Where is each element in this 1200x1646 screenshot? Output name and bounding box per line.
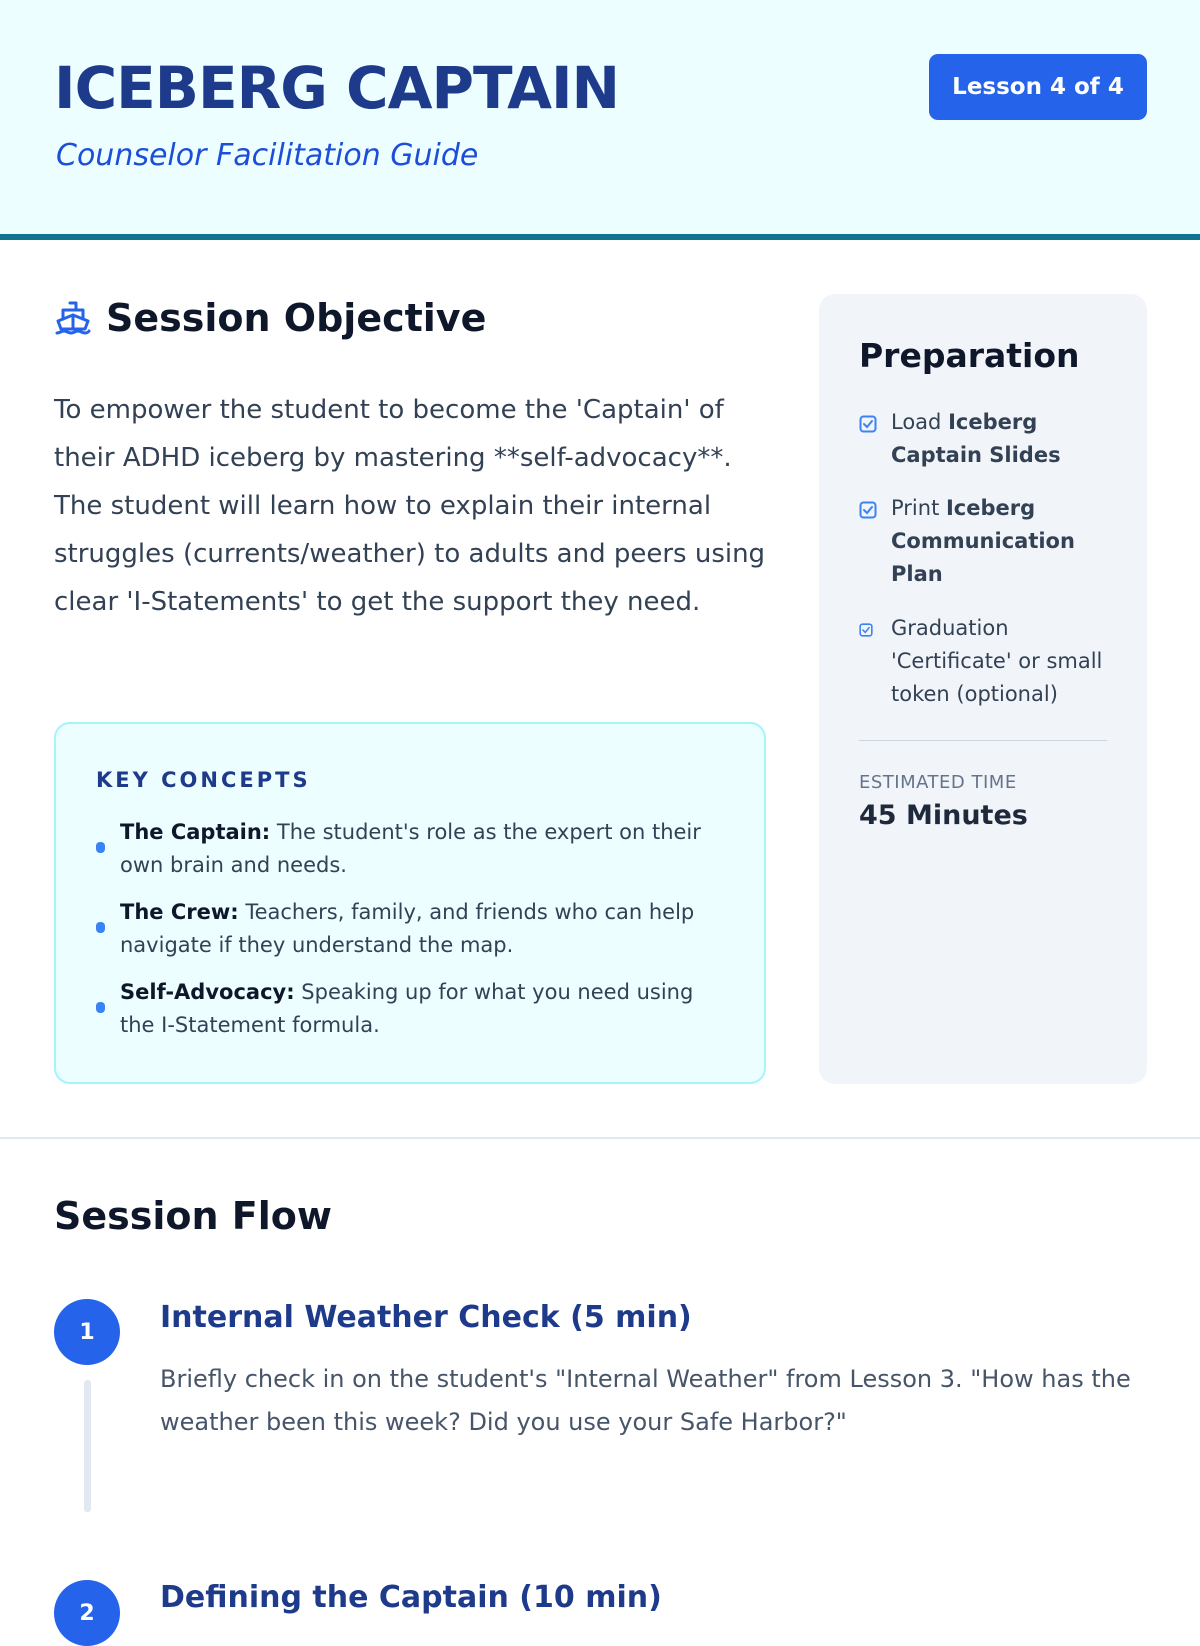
- page-subtitle: Counselor Facilitation Guide: [56, 138, 479, 173]
- key-concepts-card: [54, 722, 766, 1084]
- step-title-2: Defining the Captain (10 min): [160, 1580, 662, 1615]
- prep-item-prefix: Print: [891, 496, 946, 520]
- step-number-1: 1: [54, 1299, 120, 1365]
- step-connector: [84, 1380, 91, 1512]
- estimated-time-label: ESTIMATED TIME: [859, 772, 1017, 793]
- session-flow-title: Session Flow: [54, 1194, 332, 1238]
- page-title: ICEBERG CAPTAIN: [54, 54, 620, 122]
- concept-text: Teachers, family, and friends who can help navigate if they understand the map.: [120, 900, 695, 957]
- bullet-icon: [96, 842, 105, 853]
- prep-divider: [859, 740, 1107, 741]
- lesson-badge: Lesson 4 of 4: [929, 54, 1147, 120]
- page-header: [0, 0, 1200, 240]
- objective-text: To empower the student to become the 'Captain' of their ADHD iceberg by mastering **self-advocacy**. The student will learn how to explain their internal struggles (currents/weather) to adults and peers using clear 'I-Statements' to get the support they need.: [54, 395, 766, 617]
- concept-term: Self-Advocacy:: [120, 980, 295, 1004]
- prep-item-slides: [859, 406, 1109, 472]
- checkbox-icon: [859, 623, 873, 637]
- preparation-title: Preparation: [859, 336, 1080, 375]
- concept-item-self-advocacy: [96, 976, 726, 1042]
- checkbox-icon: [859, 415, 877, 433]
- step-title-1: Internal Weather Check (5 min): [160, 1300, 692, 1335]
- step-description-1: Briefly check in on the student's "Internal Weather" from Lesson 3. "How has the weather been this week? Did you use your Safe Harbor?": [160, 1365, 1131, 1436]
- concept-term: The Captain:: [120, 820, 271, 844]
- concept-item-captain: [96, 816, 726, 882]
- prep-item-certificate: [859, 612, 1109, 711]
- concept-text: The student's role as the expert on their own brain and needs.: [120, 820, 701, 877]
- prep-item-bold: Iceberg Communication Plan: [891, 496, 1075, 586]
- key-concepts-label: KEY CONCEPTS: [96, 768, 311, 792]
- ship-icon: [54, 299, 92, 337]
- objective-title: Session Objective: [106, 296, 487, 340]
- checkbox-icon: [859, 501, 877, 519]
- step-number-2: 2: [54, 1580, 120, 1646]
- section-divider: [0, 1137, 1200, 1139]
- bullet-icon: [96, 922, 105, 933]
- estimated-time-value: 45 Minutes: [859, 800, 1028, 831]
- prep-item-bold: Iceberg Captain Slides: [891, 410, 1061, 467]
- preparation-card: [819, 294, 1147, 1084]
- bullet-icon: [96, 1002, 105, 1013]
- concept-item-crew: [96, 896, 726, 962]
- prep-item-plan: [859, 492, 1109, 591]
- objective-heading-row: [54, 296, 486, 340]
- prep-item-text: Graduation 'Certificate' or small token (optional): [891, 616, 1103, 706]
- concept-text: Speaking up for what you need using the I-Statement formula.: [120, 980, 694, 1037]
- prep-item-prefix: Load: [891, 410, 949, 434]
- concept-term: The Crew:: [120, 900, 239, 924]
